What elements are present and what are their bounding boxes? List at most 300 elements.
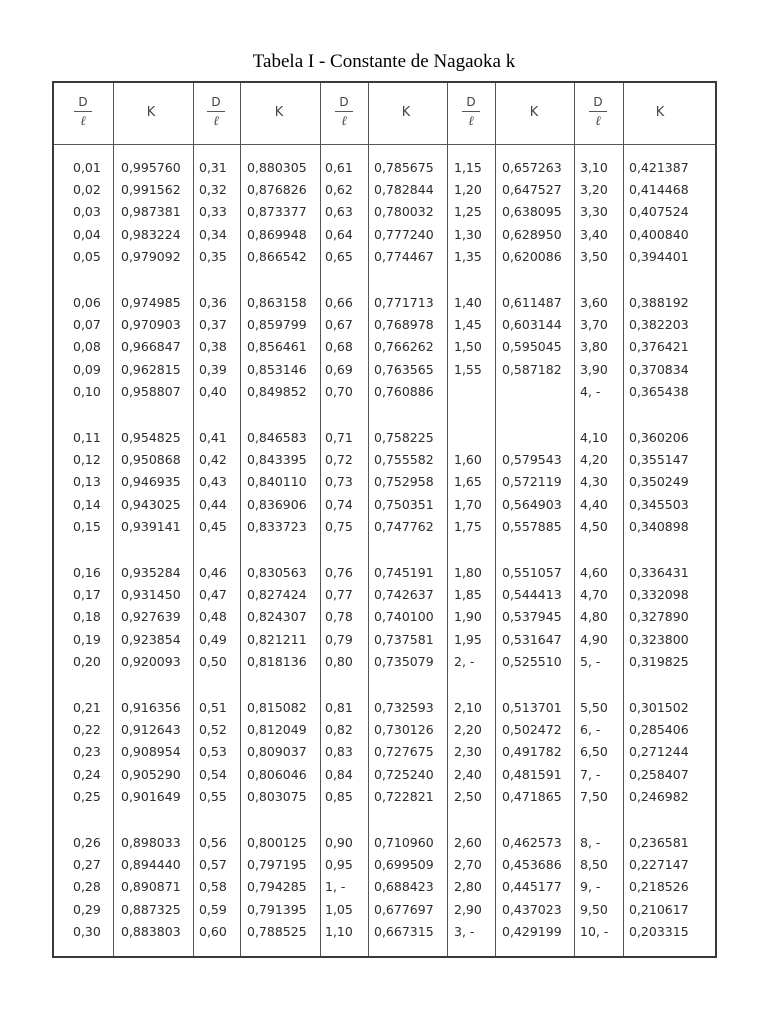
column-divider bbox=[320, 83, 321, 956]
k-value-cell: 0,782844 bbox=[374, 182, 434, 198]
ratio-cell: 9, - bbox=[580, 879, 601, 895]
k-value-cell: 0,388192 bbox=[629, 295, 689, 310]
k-value-cell: 0,323800 bbox=[629, 631, 689, 647]
k-value-cell: 0,815082 bbox=[247, 700, 307, 715]
k-value-cell: 0,752958 bbox=[374, 474, 434, 490]
ratio-cell: 3,80 bbox=[580, 339, 608, 355]
k-value-cell: 0,880305 bbox=[247, 160, 307, 175]
ratio-cell: 0,63 bbox=[325, 204, 353, 220]
ratio-cell: 0,66 bbox=[325, 295, 353, 310]
column-divider bbox=[495, 83, 496, 956]
ratio-cell: 0,03 bbox=[73, 204, 101, 220]
ratio-cell: 0,50 bbox=[199, 653, 227, 669]
ratio-cell: 0,21 bbox=[73, 700, 101, 715]
ratio-cell: 1,75 bbox=[454, 518, 482, 534]
ratio-cell: 0,80 bbox=[325, 653, 353, 669]
ratio-cell: 0,83 bbox=[325, 744, 353, 760]
k-value-cell: 0,336431 bbox=[629, 565, 689, 580]
k-value-cell: 0,502472 bbox=[502, 722, 562, 738]
ratio-cell: 0,61 bbox=[325, 160, 353, 175]
ratio-cell: 1,10 bbox=[325, 923, 353, 939]
header-ratio-d-over-l bbox=[585, 95, 611, 129]
k-value-cell: 0,812049 bbox=[247, 722, 307, 738]
k-value-cell: 0,818136 bbox=[247, 653, 307, 669]
ratio-cell: 0,05 bbox=[73, 248, 101, 264]
k-value-cell: 0,931450 bbox=[121, 587, 181, 603]
ratio-cell: 4,20 bbox=[580, 452, 608, 468]
ratio-cell: 0,81 bbox=[325, 700, 353, 715]
k-value-cell: 0,859799 bbox=[247, 317, 307, 333]
k-value-cell: 0,285406 bbox=[629, 722, 689, 738]
column-divider bbox=[447, 83, 448, 956]
k-value-cell: 0,710960 bbox=[374, 835, 434, 850]
ratio-cell: 0,47 bbox=[199, 587, 227, 603]
column-divider bbox=[193, 83, 194, 956]
ratio-cell: 0,26 bbox=[73, 835, 101, 850]
ratio-cell: 3,40 bbox=[580, 226, 608, 242]
fraction-bar bbox=[207, 111, 225, 112]
k-value-cell: 0,471865 bbox=[502, 788, 562, 804]
k-value-cell: 0,203315 bbox=[629, 923, 689, 939]
ratio-cell: 0,42 bbox=[199, 452, 227, 468]
k-value-cell: 0,382203 bbox=[629, 317, 689, 333]
ratio-cell: 1, - bbox=[325, 879, 346, 895]
k-value-cell: 0,376421 bbox=[629, 339, 689, 355]
ratio-cell: 0,58 bbox=[199, 879, 227, 895]
ratio-cell: 0,62 bbox=[325, 182, 353, 198]
header-ratio-denominator: ℓ bbox=[80, 114, 86, 129]
ratio-cell: 0,13 bbox=[73, 474, 101, 490]
k-value-cell: 0,551057 bbox=[502, 565, 562, 580]
k-value-cell: 0,824307 bbox=[247, 609, 307, 625]
ratio-cell: 0,79 bbox=[325, 631, 353, 647]
k-value-cell: 0,923854 bbox=[121, 631, 181, 647]
ratio-cell: 0,01 bbox=[73, 160, 101, 175]
ratio-cell: 0,82 bbox=[325, 722, 353, 738]
k-value-cell: 0,883803 bbox=[121, 923, 181, 939]
k-value-cell: 0,987381 bbox=[121, 204, 181, 220]
k-value-cell: 0,722821 bbox=[374, 788, 434, 804]
k-value-cell: 0,979092 bbox=[121, 248, 181, 264]
k-value-cell: 0,890871 bbox=[121, 879, 181, 895]
ratio-cell: 0,22 bbox=[73, 722, 101, 738]
ratio-cell: 0,18 bbox=[73, 609, 101, 625]
k-value-cell: 0,319825 bbox=[629, 653, 689, 669]
k-value-cell: 0,830563 bbox=[247, 565, 307, 580]
k-value-cell: 0,537945 bbox=[502, 609, 562, 625]
k-value-cell: 0,758225 bbox=[374, 430, 434, 445]
k-value-cell: 0,564903 bbox=[502, 496, 562, 512]
ratio-cell: 10, - bbox=[580, 923, 609, 939]
k-value-cell: 0,846583 bbox=[247, 430, 307, 445]
ratio-cell: 4,40 bbox=[580, 496, 608, 512]
ratio-cell: 0,77 bbox=[325, 587, 353, 603]
ratio-cell: 0,54 bbox=[199, 766, 227, 782]
header-k: K bbox=[146, 105, 156, 120]
header-ratio-d-over-l bbox=[331, 95, 357, 129]
k-value-cell: 0,394401 bbox=[629, 248, 689, 264]
k-value-cell: 0,611487 bbox=[502, 295, 562, 310]
ratio-cell: 2,10 bbox=[454, 700, 482, 715]
ratio-cell: 0,43 bbox=[199, 474, 227, 490]
k-value-cell: 0,742637 bbox=[374, 587, 434, 603]
k-value-cell: 0,946935 bbox=[121, 474, 181, 490]
k-value-cell: 0,991562 bbox=[121, 182, 181, 198]
header-ratio-denominator: ℓ bbox=[213, 114, 219, 129]
ratio-cell: 4,70 bbox=[580, 587, 608, 603]
header-ratio-numerator: D bbox=[466, 95, 476, 109]
ratio-cell: 3,50 bbox=[580, 248, 608, 264]
ratio-cell: 2,80 bbox=[454, 879, 482, 895]
ratio-cell: 2,30 bbox=[454, 744, 482, 760]
ratio-cell: 0,27 bbox=[73, 857, 101, 873]
nagaoka-table bbox=[52, 81, 717, 958]
ratio-cell: 1,55 bbox=[454, 361, 482, 377]
ratio-cell: 0,76 bbox=[325, 565, 353, 580]
k-value-cell: 0,898033 bbox=[121, 835, 181, 850]
k-value-cell: 0,920093 bbox=[121, 653, 181, 669]
k-value-cell: 0,908954 bbox=[121, 744, 181, 760]
k-value-cell: 0,887325 bbox=[121, 901, 181, 917]
k-value-cell: 0,806046 bbox=[247, 766, 307, 782]
k-value-cell: 0,863158 bbox=[247, 295, 307, 310]
ratio-cell: 0,33 bbox=[199, 204, 227, 220]
ratio-cell: 3, - bbox=[454, 923, 475, 939]
k-value-cell: 0,677697 bbox=[374, 901, 434, 917]
column-divider bbox=[623, 83, 624, 956]
header-ratio-numerator: D bbox=[78, 95, 88, 109]
k-value-cell: 0,360206 bbox=[629, 430, 689, 445]
k-value-cell: 0,667315 bbox=[374, 923, 434, 939]
ratio-cell: 2,90 bbox=[454, 901, 482, 917]
ratio-cell: 4,80 bbox=[580, 609, 608, 625]
ratio-cell: 0,85 bbox=[325, 788, 353, 804]
k-value-cell: 0,735079 bbox=[374, 653, 434, 669]
k-value-cell: 0,768978 bbox=[374, 317, 434, 333]
ratio-cell: 0,64 bbox=[325, 226, 353, 242]
ratio-cell: 1,05 bbox=[325, 901, 353, 917]
ratio-cell: 1,35 bbox=[454, 248, 482, 264]
ratio-cell: 2,50 bbox=[454, 788, 482, 804]
k-value-cell: 0,365438 bbox=[629, 383, 689, 399]
ratio-cell: 2,60 bbox=[454, 835, 482, 850]
header-ratio-numerator: D bbox=[593, 95, 603, 109]
ratio-cell: 0,17 bbox=[73, 587, 101, 603]
k-value-cell: 0,437023 bbox=[502, 901, 562, 917]
k-value-cell: 0,727675 bbox=[374, 744, 434, 760]
header-ratio-denominator: ℓ bbox=[595, 114, 601, 129]
k-value-cell: 0,429199 bbox=[502, 923, 562, 939]
k-value-cell: 0,481591 bbox=[502, 766, 562, 782]
k-value-cell: 0,745191 bbox=[374, 565, 434, 580]
ratio-cell: 0,70 bbox=[325, 383, 353, 399]
ratio-cell: 2,20 bbox=[454, 722, 482, 738]
ratio-cell: 1,80 bbox=[454, 565, 482, 580]
column-divider bbox=[240, 83, 241, 956]
k-value-cell: 0,958807 bbox=[121, 383, 181, 399]
k-value-cell: 0,901649 bbox=[121, 788, 181, 804]
k-value-cell: 0,827424 bbox=[247, 587, 307, 603]
ratio-cell: 0,32 bbox=[199, 182, 227, 198]
ratio-cell: 8,50 bbox=[580, 857, 608, 873]
ratio-cell: 1,70 bbox=[454, 496, 482, 512]
ratio-cell: 0,06 bbox=[73, 295, 101, 310]
column-divider bbox=[113, 83, 114, 956]
ratio-cell: 1,85 bbox=[454, 587, 482, 603]
k-value-cell: 0,595045 bbox=[502, 339, 562, 355]
ratio-cell: 0,29 bbox=[73, 901, 101, 917]
k-value-cell: 0,227147 bbox=[629, 857, 689, 873]
k-value-cell: 0,355147 bbox=[629, 452, 689, 468]
k-value-cell: 0,905290 bbox=[121, 766, 181, 782]
header-divider bbox=[54, 144, 715, 145]
k-value-cell: 0,866542 bbox=[247, 248, 307, 264]
ratio-cell: 3,30 bbox=[580, 204, 608, 220]
ratio-cell: 1,90 bbox=[454, 609, 482, 625]
ratio-cell: 0,65 bbox=[325, 248, 353, 264]
k-value-cell: 0,950868 bbox=[121, 452, 181, 468]
ratio-cell: 0,53 bbox=[199, 744, 227, 760]
k-value-cell: 0,246982 bbox=[629, 788, 689, 804]
ratio-cell: 0,31 bbox=[199, 160, 227, 175]
k-value-cell: 0,800125 bbox=[247, 835, 307, 850]
ratio-cell: 0,46 bbox=[199, 565, 227, 580]
k-value-cell: 0,210617 bbox=[629, 901, 689, 917]
ratio-cell: 0,59 bbox=[199, 901, 227, 917]
header-ratio-d-over-l bbox=[458, 95, 484, 129]
k-value-cell: 0,531647 bbox=[502, 631, 562, 647]
ratio-cell: 3,60 bbox=[580, 295, 608, 310]
k-value-cell: 0,421387 bbox=[629, 160, 689, 175]
k-value-cell: 0,791395 bbox=[247, 901, 307, 917]
k-value-cell: 0,809037 bbox=[247, 744, 307, 760]
k-value-cell: 0,833723 bbox=[247, 518, 307, 534]
k-value-cell: 0,869948 bbox=[247, 226, 307, 242]
header-ratio-d-over-l bbox=[203, 95, 229, 129]
ratio-cell: 5, - bbox=[580, 653, 601, 669]
k-value-cell: 0,340898 bbox=[629, 518, 689, 534]
k-value-cell: 0,849852 bbox=[247, 383, 307, 399]
ratio-cell: 0,39 bbox=[199, 361, 227, 377]
k-value-cell: 0,525510 bbox=[502, 653, 562, 669]
k-value-cell: 0,785675 bbox=[374, 160, 434, 175]
ratio-cell: 0,02 bbox=[73, 182, 101, 198]
k-value-cell: 0,732593 bbox=[374, 700, 434, 715]
k-value-cell: 0,572119 bbox=[502, 474, 562, 490]
ratio-cell: 0,36 bbox=[199, 295, 227, 310]
header-k: K bbox=[655, 105, 665, 120]
k-value-cell: 0,491782 bbox=[502, 744, 562, 760]
ratio-cell: 1,50 bbox=[454, 339, 482, 355]
k-value-cell: 0,803075 bbox=[247, 788, 307, 804]
ratio-cell: 0,37 bbox=[199, 317, 227, 333]
ratio-cell: 9,50 bbox=[580, 901, 608, 917]
ratio-cell: 0,14 bbox=[73, 496, 101, 512]
k-value-cell: 0,579543 bbox=[502, 452, 562, 468]
k-value-cell: 0,513701 bbox=[502, 700, 562, 715]
ratio-cell: 6, - bbox=[580, 722, 601, 738]
k-value-cell: 0,777240 bbox=[374, 226, 434, 242]
k-value-cell: 0,370834 bbox=[629, 361, 689, 377]
k-value-cell: 0,853146 bbox=[247, 361, 307, 377]
k-value-cell: 0,414468 bbox=[629, 182, 689, 198]
k-value-cell: 0,856461 bbox=[247, 339, 307, 355]
ratio-cell: 7, - bbox=[580, 766, 601, 782]
header-k: K bbox=[401, 105, 411, 120]
k-value-cell: 0,760886 bbox=[374, 383, 434, 399]
k-value-cell: 0,935284 bbox=[121, 565, 181, 580]
k-value-cell: 0,943025 bbox=[121, 496, 181, 512]
k-value-cell: 0,638095 bbox=[502, 204, 562, 220]
fraction-bar bbox=[589, 111, 607, 112]
ratio-cell: 0,45 bbox=[199, 518, 227, 534]
ratio-cell: 1,45 bbox=[454, 317, 482, 333]
k-value-cell: 0,962815 bbox=[121, 361, 181, 377]
k-value-cell: 0,750351 bbox=[374, 496, 434, 512]
k-value-cell: 0,939141 bbox=[121, 518, 181, 534]
ratio-cell: 2,70 bbox=[454, 857, 482, 873]
k-value-cell: 0,544413 bbox=[502, 587, 562, 603]
ratio-cell: 0,04 bbox=[73, 226, 101, 242]
ratio-cell: 0,74 bbox=[325, 496, 353, 512]
k-value-cell: 0,657263 bbox=[502, 160, 562, 175]
k-value-cell: 0,755582 bbox=[374, 452, 434, 468]
ratio-cell: 0,84 bbox=[325, 766, 353, 782]
ratio-cell: 4, - bbox=[580, 383, 601, 399]
ratio-cell: 0,68 bbox=[325, 339, 353, 355]
column-divider bbox=[574, 83, 575, 956]
ratio-cell: 0,16 bbox=[73, 565, 101, 580]
fraction-bar bbox=[335, 111, 353, 112]
ratio-cell: 0,07 bbox=[73, 317, 101, 333]
k-value-cell: 0,916356 bbox=[121, 700, 181, 715]
k-value-cell: 0,766262 bbox=[374, 339, 434, 355]
k-value-cell: 0,301502 bbox=[629, 700, 689, 715]
k-value-cell: 0,453686 bbox=[502, 857, 562, 873]
k-value-cell: 0,873377 bbox=[247, 204, 307, 220]
ratio-cell: 0,20 bbox=[73, 653, 101, 669]
ratio-cell: 1,15 bbox=[454, 160, 482, 175]
k-value-cell: 0,462573 bbox=[502, 835, 562, 850]
ratio-cell: 4,30 bbox=[580, 474, 608, 490]
k-value-cell: 0,218526 bbox=[629, 879, 689, 895]
k-value-cell: 0,788525 bbox=[247, 923, 307, 939]
k-value-cell: 0,771713 bbox=[374, 295, 434, 310]
ratio-cell: 0,11 bbox=[73, 430, 101, 445]
k-value-cell: 0,699509 bbox=[374, 857, 434, 873]
ratio-cell: 0,08 bbox=[73, 339, 101, 355]
k-value-cell: 0,236581 bbox=[629, 835, 689, 850]
ratio-cell: 0,28 bbox=[73, 879, 101, 895]
ratio-cell: 4,60 bbox=[580, 565, 608, 580]
ratio-cell: 0,44 bbox=[199, 496, 227, 512]
k-value-cell: 0,725240 bbox=[374, 766, 434, 782]
header-ratio-denominator: ℓ bbox=[341, 114, 347, 129]
ratio-cell: 0,72 bbox=[325, 452, 353, 468]
k-value-cell: 0,737581 bbox=[374, 631, 434, 647]
ratio-cell: 0,34 bbox=[199, 226, 227, 242]
k-value-cell: 0,400840 bbox=[629, 226, 689, 242]
k-value-cell: 0,821211 bbox=[247, 631, 307, 647]
ratio-cell: 2,40 bbox=[454, 766, 482, 782]
k-value-cell: 0,966847 bbox=[121, 339, 181, 355]
k-value-cell: 0,876826 bbox=[247, 182, 307, 198]
ratio-cell: 0,56 bbox=[199, 835, 227, 850]
ratio-cell: 0,52 bbox=[199, 722, 227, 738]
ratio-cell: 0,41 bbox=[199, 430, 227, 445]
k-value-cell: 0,271244 bbox=[629, 744, 689, 760]
k-value-cell: 0,780032 bbox=[374, 204, 434, 220]
ratio-cell: 3,10 bbox=[580, 160, 608, 175]
ratio-cell: 3,20 bbox=[580, 182, 608, 198]
page-title: Tabela I - Constante de Nagaoka k bbox=[252, 51, 516, 72]
k-value-cell: 0,747762 bbox=[374, 518, 434, 534]
ratio-cell: 0,15 bbox=[73, 518, 101, 534]
ratio-cell: 1,60 bbox=[454, 452, 482, 468]
ratio-cell: 0,71 bbox=[325, 430, 353, 445]
ratio-cell: 0,38 bbox=[199, 339, 227, 355]
fraction-bar bbox=[462, 111, 480, 112]
ratio-cell: 0,19 bbox=[73, 631, 101, 647]
ratio-cell: 0,51 bbox=[199, 700, 227, 715]
ratio-cell: 7,50 bbox=[580, 788, 608, 804]
ratio-cell: 1,25 bbox=[454, 204, 482, 220]
k-value-cell: 0,332098 bbox=[629, 587, 689, 603]
ratio-cell: 0,49 bbox=[199, 631, 227, 647]
ratio-cell: 6,50 bbox=[580, 744, 608, 760]
ratio-cell: 4,50 bbox=[580, 518, 608, 534]
k-value-cell: 0,327890 bbox=[629, 609, 689, 625]
ratio-cell: 8, - bbox=[580, 835, 601, 850]
header-k: K bbox=[274, 105, 284, 120]
ratio-cell: 3,90 bbox=[580, 361, 608, 377]
ratio-cell: 0,57 bbox=[199, 857, 227, 873]
ratio-cell: 0,30 bbox=[73, 923, 101, 939]
k-value-cell: 0,603144 bbox=[502, 317, 562, 333]
ratio-cell: 2, - bbox=[454, 653, 475, 669]
header-k: K bbox=[529, 105, 539, 120]
k-value-cell: 0,774467 bbox=[374, 248, 434, 264]
k-value-cell: 0,587182 bbox=[502, 361, 562, 377]
k-value-cell: 0,258407 bbox=[629, 766, 689, 782]
k-value-cell: 0,740100 bbox=[374, 609, 434, 625]
fraction-bar bbox=[74, 111, 92, 112]
k-value-cell: 0,912643 bbox=[121, 722, 181, 738]
k-value-cell: 0,954825 bbox=[121, 430, 181, 445]
ratio-cell: 0,25 bbox=[73, 788, 101, 804]
k-value-cell: 0,647527 bbox=[502, 182, 562, 198]
k-value-cell: 0,763565 bbox=[374, 361, 434, 377]
column-divider bbox=[368, 83, 369, 956]
ratio-cell: 0,40 bbox=[199, 383, 227, 399]
k-value-cell: 0,628950 bbox=[502, 226, 562, 242]
ratio-cell: 0,95 bbox=[325, 857, 353, 873]
ratio-cell: 0,67 bbox=[325, 317, 353, 333]
k-value-cell: 0,927639 bbox=[121, 609, 181, 625]
k-value-cell: 0,843395 bbox=[247, 452, 307, 468]
ratio-cell: 0,60 bbox=[199, 923, 227, 939]
k-value-cell: 0,970903 bbox=[121, 317, 181, 333]
k-value-cell: 0,445177 bbox=[502, 879, 562, 895]
ratio-cell: 1,30 bbox=[454, 226, 482, 242]
k-value-cell: 0,557885 bbox=[502, 518, 562, 534]
ratio-cell: 1,40 bbox=[454, 295, 482, 310]
ratio-cell: 0,10 bbox=[73, 383, 101, 399]
k-value-cell: 0,688423 bbox=[374, 879, 434, 895]
ratio-cell: 3,70 bbox=[580, 317, 608, 333]
k-value-cell: 0,983224 bbox=[121, 226, 181, 242]
k-value-cell: 0,345503 bbox=[629, 496, 689, 512]
